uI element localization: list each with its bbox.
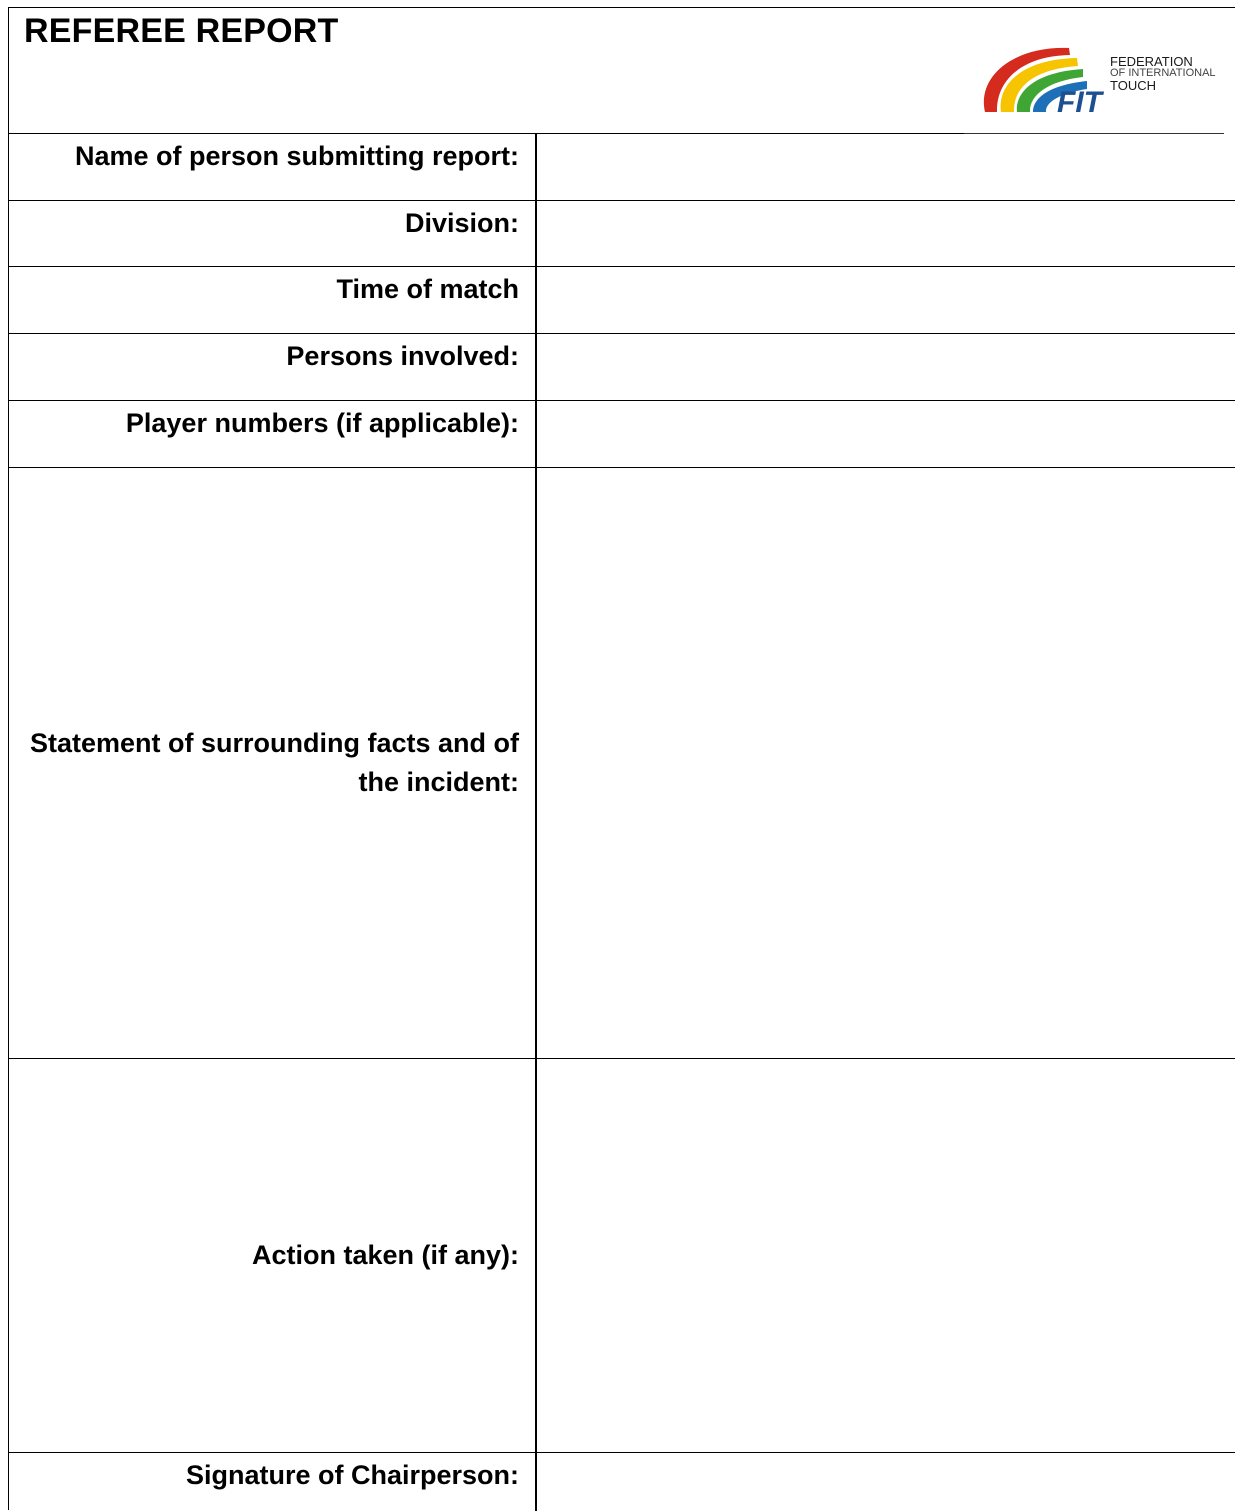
page-title: REFEREE REPORT: [24, 12, 339, 50]
form-row-division: [9, 201, 1235, 267]
form-row-statement: [9, 468, 1235, 1059]
logo-wordmark: [1110, 55, 1216, 92]
form-row-signature: [9, 1453, 1235, 1511]
form-row-time: [9, 267, 1235, 334]
statement-field[interactable]: [537, 468, 1235, 1058]
persons-involved-label: Persons involved:: [9, 334, 537, 400]
name-label: Name of person submitting report:: [9, 134, 537, 200]
fit-logo: [971, 36, 1221, 114]
signature-label: Signature of Chairperson:: [9, 1453, 537, 1511]
division-field[interactable]: [537, 201, 1235, 266]
form-row-action: [9, 1059, 1235, 1453]
fit-logo-mark-icon: [971, 36, 1106, 114]
persons-involved-field[interactable]: [537, 334, 1235, 400]
signature-field[interactable]: [537, 1453, 1235, 1511]
division-label: Division:: [9, 201, 537, 266]
logo-line-2: OF INTERNATIONAL: [1110, 67, 1216, 79]
statement-label: Statement of surrounding facts and of the incident:: [9, 468, 537, 1058]
action-taken-field[interactable]: [537, 1059, 1235, 1452]
report-form-table: [9, 134, 1235, 1511]
form-row-persons: [9, 334, 1235, 401]
name-field[interactable]: [537, 134, 1235, 200]
logo-line-1: FEDERATION: [1110, 54, 1193, 69]
player-numbers-label: Player numbers (if applicable):: [9, 401, 537, 467]
report-frame: [8, 7, 1235, 1510]
report-header: [9, 8, 1235, 134]
time-of-match-label: Time of match: [9, 267, 537, 333]
form-row-player-numbers: [9, 401, 1235, 468]
action-taken-label: Action taken (if any):: [9, 1059, 537, 1452]
logo-mark-text: FIT: [1057, 86, 1102, 114]
time-of-match-field[interactable]: [537, 267, 1235, 333]
logo-line-3: TOUCH: [1110, 78, 1156, 93]
form-row-name: [9, 134, 1235, 201]
player-numbers-field[interactable]: [537, 401, 1235, 467]
